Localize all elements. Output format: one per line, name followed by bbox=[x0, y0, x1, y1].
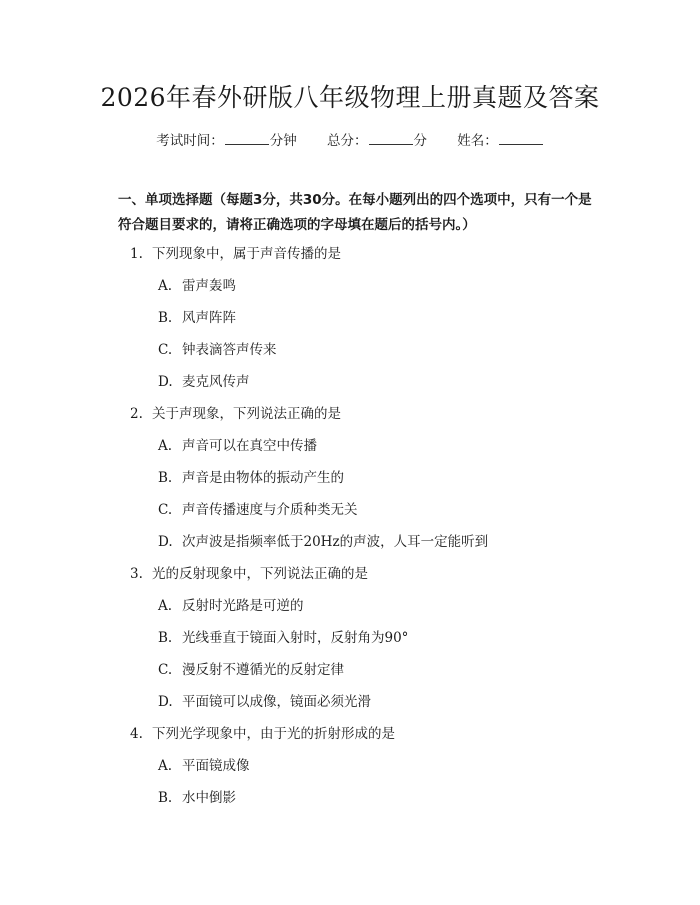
option-text: 光线垂直于镜面入射时，反射角为90° bbox=[182, 630, 409, 646]
exam-time-blank bbox=[225, 130, 269, 145]
option-letter: B. bbox=[158, 470, 173, 486]
exam-info-line bbox=[0, 130, 700, 151]
option-text: 风声阵阵 bbox=[182, 310, 236, 326]
option-text: 声音是由物体的振动产生的 bbox=[182, 470, 344, 486]
q1-option-a bbox=[158, 276, 236, 296]
option-letter: B. bbox=[158, 790, 173, 806]
q2-option-d bbox=[158, 532, 488, 552]
question-2 bbox=[130, 404, 341, 424]
option-letter: A. bbox=[158, 438, 173, 454]
question-text: 下列现象中，属于声音传播的是 bbox=[152, 246, 341, 262]
q3-option-d bbox=[158, 692, 371, 712]
option-text: 声音传播速度与介质种类无关 bbox=[182, 502, 358, 518]
option-letter: C. bbox=[158, 662, 173, 678]
option-letter: D. bbox=[158, 534, 173, 550]
exam-title: 2026年春外研版八年级物理上册真题及答案 bbox=[100, 83, 600, 112]
q1-option-d bbox=[158, 372, 250, 392]
option-letter: B. bbox=[158, 310, 173, 326]
option-letter: D. bbox=[158, 374, 173, 390]
option-letter: A. bbox=[158, 598, 173, 614]
option-text: 漫反射不遵循光的反射定律 bbox=[182, 662, 344, 678]
option-text: 声音可以在真空中传播 bbox=[182, 438, 317, 454]
total-score-label: 总分： bbox=[327, 133, 368, 149]
q4-option-b bbox=[158, 788, 236, 808]
option-letter: C. bbox=[158, 342, 173, 358]
exam-time-unit: 分钟 bbox=[269, 133, 297, 149]
student-name-field bbox=[457, 133, 544, 149]
option-letter: A. bbox=[158, 758, 173, 774]
exam-time-label: 考试时间： bbox=[156, 133, 224, 149]
option-text: 反射时光路是可逆的 bbox=[182, 598, 304, 614]
total-score-unit: 分 bbox=[413, 133, 427, 149]
option-text: 麦克风传声 bbox=[182, 374, 250, 390]
option-text: 雷声轰鸣 bbox=[182, 278, 236, 294]
q3-option-a bbox=[158, 596, 304, 616]
student-name-label: 姓名： bbox=[457, 133, 498, 149]
question-number: 1. bbox=[130, 246, 143, 262]
option-letter: A. bbox=[158, 278, 173, 294]
q4-option-a bbox=[158, 756, 250, 776]
q3-option-b bbox=[158, 628, 408, 648]
option-text: 水中倒影 bbox=[182, 790, 236, 806]
question-text: 下列光学现象中，由于光的折射形成的是 bbox=[152, 726, 395, 742]
option-text: 平面镜可以成像，镜面必须光滑 bbox=[182, 694, 371, 710]
option-text: 次声波是指频率低于20Hz的声波，人耳一定能听到 bbox=[182, 534, 489, 550]
q2-option-c bbox=[158, 500, 358, 520]
option-letter: D. bbox=[158, 694, 173, 710]
option-letter: C. bbox=[158, 502, 173, 518]
exam-time-field bbox=[156, 133, 301, 149]
total-score-field bbox=[327, 133, 431, 149]
question-text: 光的反射现象中，下列说法正确的是 bbox=[152, 566, 368, 582]
student-name-blank bbox=[499, 130, 543, 145]
question-number: 2. bbox=[130, 406, 143, 422]
option-text: 钟表滴答声传来 bbox=[182, 342, 277, 358]
question-1 bbox=[130, 244, 341, 264]
question-3 bbox=[130, 564, 368, 584]
question-4 bbox=[130, 724, 395, 744]
question-text: 关于声现象，下列说法正确的是 bbox=[152, 406, 341, 422]
option-text: 平面镜成像 bbox=[182, 758, 250, 774]
q2-option-a bbox=[158, 436, 317, 456]
option-letter: B. bbox=[158, 630, 173, 646]
question-number: 4. bbox=[130, 726, 143, 742]
q2-option-b bbox=[158, 468, 344, 488]
total-score-blank bbox=[369, 130, 413, 145]
question-number: 3. bbox=[130, 566, 143, 582]
q1-option-b bbox=[158, 308, 236, 328]
q1-option-c bbox=[158, 340, 277, 360]
q3-option-c bbox=[158, 660, 344, 680]
section-heading: 一、单项选择题（每题3分，共30分。在每小题列出的四个选项中，只有一个是符合题目要求的，请将正确选项的字母填在题后的括号内。） bbox=[118, 192, 592, 233]
